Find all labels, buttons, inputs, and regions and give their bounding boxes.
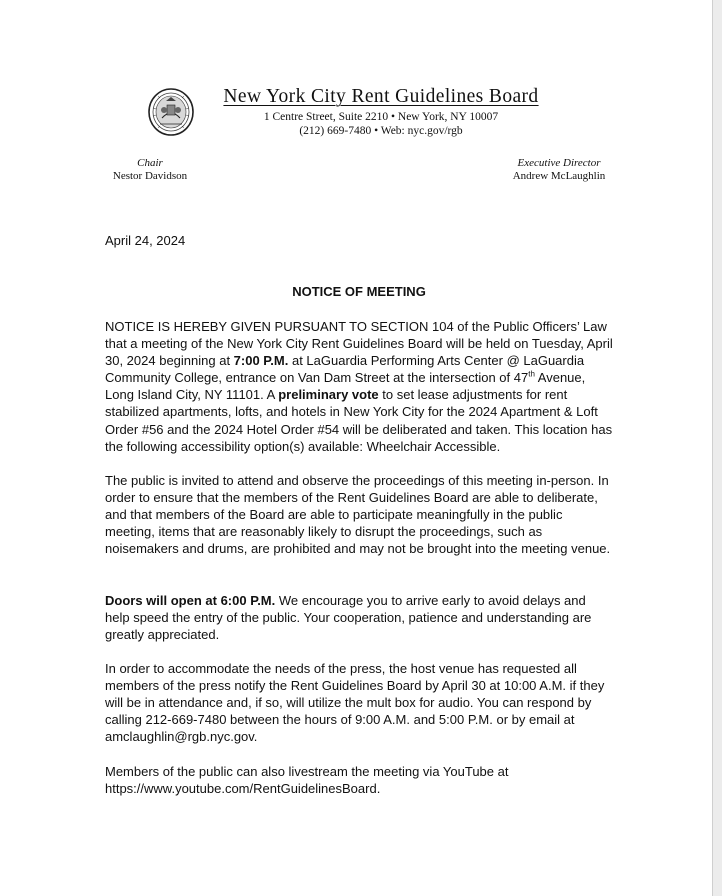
executive-director-role: Executive Director: [517, 157, 601, 169]
p1-text-1: NOTICE IS HEREBY GIVEN PURSUANT TO SECTION 104 of the Public Officers’ Law that a meeting of the New York City Rent Guidelines Board will be held on Tuesday, April 30, 2024 beginning at: [105, 319, 613, 369]
notice-paragraph-4: [105, 660, 613, 745]
address-line: 1 Centre Street, Suite 2210 • New York, NY 10007: [263, 111, 499, 123]
ordinal-suffix: th: [528, 369, 535, 379]
notice-paragraph-1: [105, 318, 613, 455]
city-seal-logo: [148, 88, 194, 136]
chair-role: Chair: [137, 157, 163, 169]
letter-date: April 24, 2024: [105, 233, 186, 248]
meeting-time: 7:00 P.M.: [233, 353, 289, 369]
preliminary-vote-text: preliminary vote: [278, 387, 379, 403]
viewer-margin: [713, 0, 722, 896]
notice-paragraph-5: [105, 763, 613, 797]
doors-open-text: Doors will open at 6:00 P.M.: [105, 593, 276, 608]
contact-line: (212) 669-7480 • Web: nyc.gov/rgb: [299, 125, 463, 137]
p5-text: Members of the public can also livestream the meeting via YouTube at https://www.youtube.com/RentGuidelinesBoard.: [105, 764, 509, 797]
chair-block: [110, 157, 190, 183]
p1-text-4: to set lease adjustments for rent stabilized apartments, lofts, and hotels in New York City for the 2024 Apartment & Loft Order #56 and the 2024 Hotel Order #54 will be deliberated and taken. This location has the following accessibility option(s) available: Wheelchair Accessible.: [105, 387, 613, 454]
letterhead: [196, 86, 566, 138]
p4-text: In order to accommodate the needs of the press, the host venue has requested all members of the press notify the Rent Guidelines Board by April 30 at 10:00 A.M. if they will be in attendance and, if so, will utilize the mult box for audio. You can respond by calling 212-669-7480 between the hours of 9:00 A.M. and 5:00 P.M. or by email at amclaughlin@rgb.nyc.gov.: [105, 661, 605, 745]
p2-text: The public is invited to attend and observe the proceedings of this meeting in-person. In order to ensure that the members of the Rent Guidelines Board are able to deliberate, and that members of the Board are able to participate meaningfully in the public meeting, items that are reasonably likely to disrupt the proceedings, such as noisemakers and drums, are prohibited and may not be brought into the meeting venue.: [105, 473, 611, 557]
organization-name: New York City Rent Guidelines Board: [223, 86, 539, 107]
executive-director-name: Andrew McLaughlin: [512, 170, 606, 182]
notice-paragraph-3: [105, 592, 613, 643]
notice-paragraph-2: [105, 472, 613, 557]
p1-text-3: Avenue, Long Island City, NY 11101. A: [105, 370, 586, 403]
executive-director-block: [504, 157, 614, 183]
p3-text: We encourage you to arrive early to avoid delays and help speed the entry of the public. Your cooperation, patience and understanding are greatly appreciated.: [105, 593, 592, 643]
notice-heading: NOTICE OF MEETING: [292, 284, 426, 299]
p1-text-2: at LaGuardia Performing Arts Center @ LaGuardia Community College, entrance on Van Dam Street at the intersection of 47: [105, 353, 585, 386]
chair-name: Nestor Davidson: [112, 170, 188, 182]
